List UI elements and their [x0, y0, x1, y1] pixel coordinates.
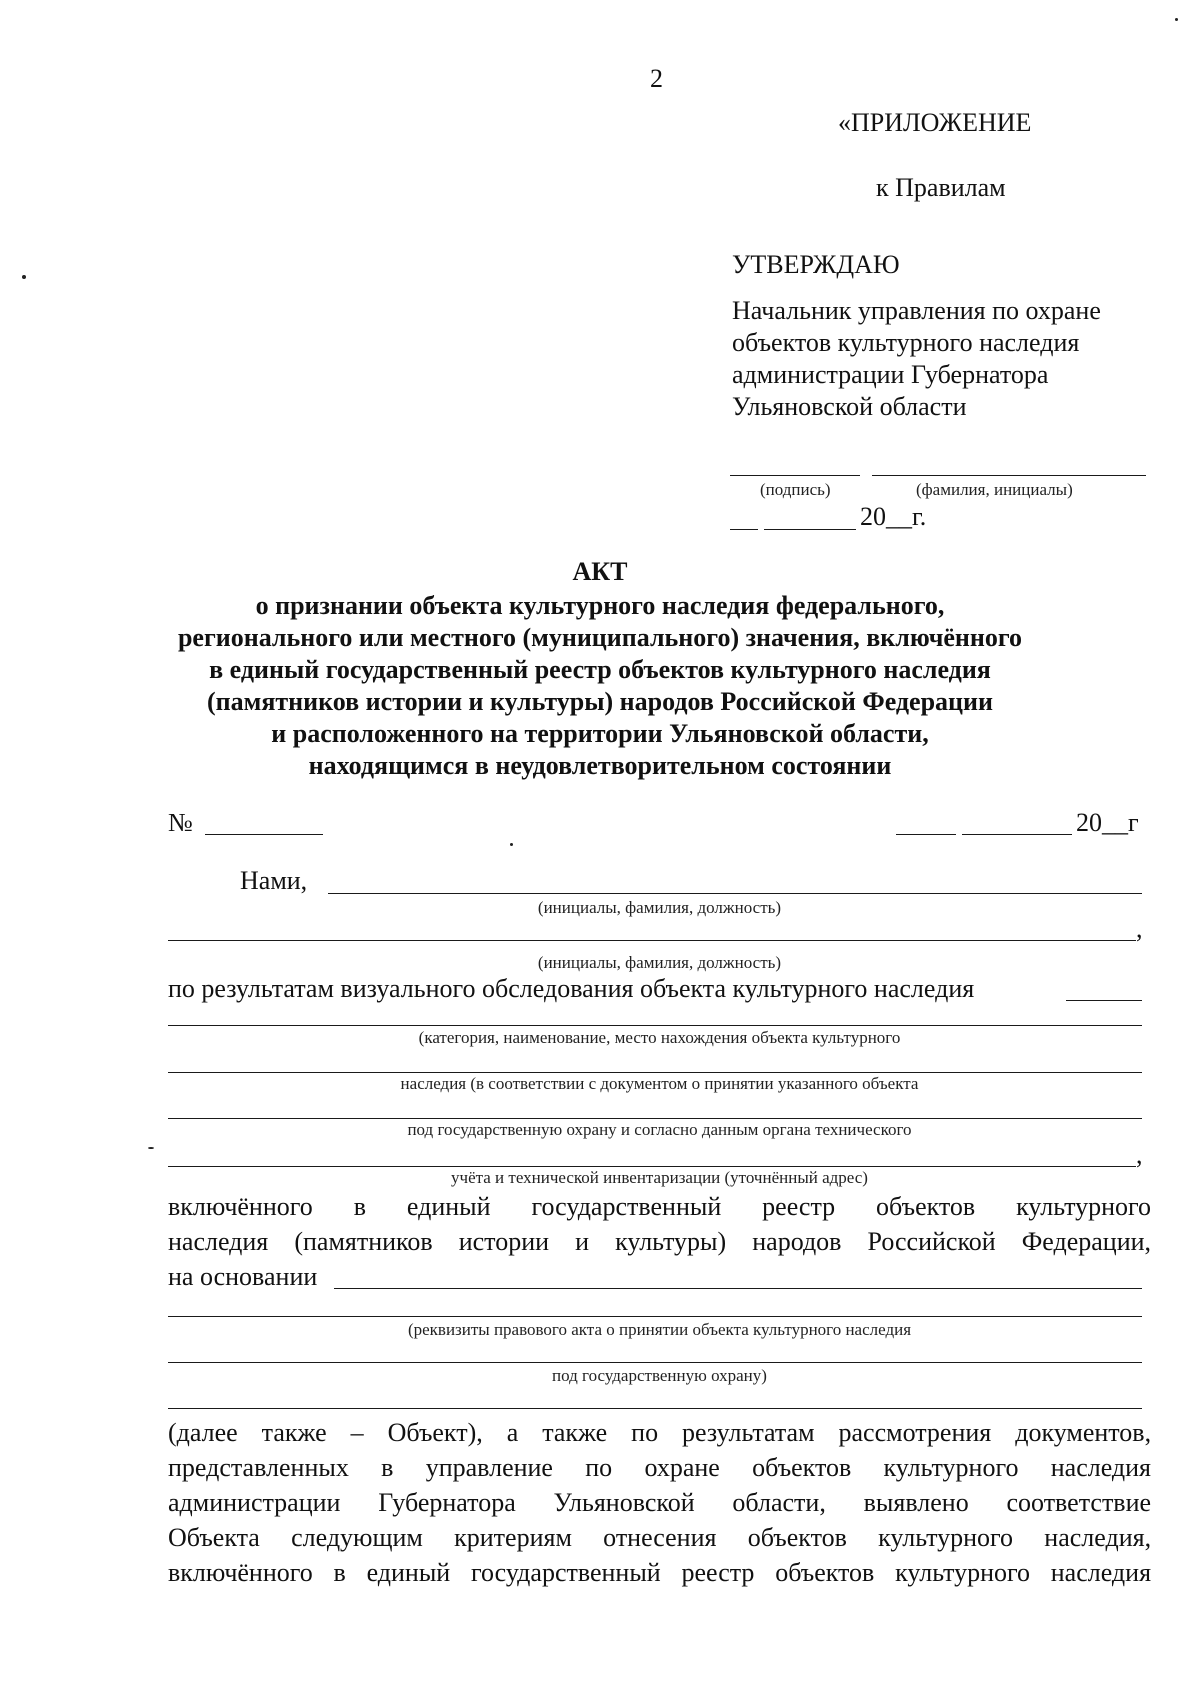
word: наследия — [1050, 1558, 1152, 1587]
word: также — [542, 1418, 608, 1447]
object-line — [1066, 1000, 1142, 1001]
word: объектов — [876, 1192, 976, 1221]
word: рассмотрения — [838, 1418, 992, 1447]
word: выявлено — [863, 1488, 969, 1517]
word: соответствие — [1006, 1488, 1152, 1517]
approval-position-line: администрации Губернатора — [732, 360, 1049, 389]
word: критериям — [454, 1523, 572, 1552]
object-caption: (категория, наименование, место нахождения объекта культурного — [418, 1028, 901, 1047]
word: отнесения — [603, 1523, 717, 1552]
scan-speck — [1175, 18, 1178, 21]
word: представленных — [168, 1453, 349, 1482]
person-1-line — [328, 893, 1142, 894]
by-us-label: Нами, — [240, 866, 308, 895]
word: области, — [732, 1488, 826, 1517]
name-caption: (фамилия, инициалы) — [916, 480, 1073, 499]
act-caption: (реквизиты правового акта о принятии объекта культурного наследия — [407, 1320, 912, 1339]
date-year: 20__г — [1076, 808, 1139, 837]
act-title-line: регионального или местного (муниципального) значения, включённого — [177, 623, 1023, 652]
act-title-line: о признании объекта культурного наследия федерального, — [255, 591, 945, 620]
survey-text: по результатам визуального обследования объекта культурного наследия — [168, 974, 975, 1003]
word: администрации — [168, 1488, 341, 1517]
person-2-line — [168, 940, 1136, 941]
word: в — [333, 1558, 346, 1587]
word: культурного — [1016, 1192, 1152, 1221]
basis-line — [334, 1288, 1142, 1289]
person-caption: (инициалы, фамилия, должность) — [537, 953, 782, 972]
object-caption: учёта и технической инвентаризации (уточнённый адрес) — [451, 1168, 868, 1187]
word: объектов — [752, 1453, 852, 1482]
word: а — [506, 1418, 519, 1447]
included-text-line — [168, 1227, 1151, 1257]
act-title-line: и расположенного на территории Ульяновской области, — [271, 719, 929, 748]
word: охране — [644, 1453, 720, 1482]
word: – — [350, 1418, 364, 1447]
act-title-line: в единый государственный реестр объектов культурного наследия — [209, 655, 991, 684]
word: в — [353, 1192, 366, 1221]
word: наследия — [1050, 1453, 1152, 1482]
word: Федерации, — [1021, 1227, 1152, 1256]
appendix-to: к Правилам — [876, 173, 1006, 202]
paragraph-line — [168, 1523, 1151, 1553]
act-title-line: находящимся в неудовлетворительном состоянии — [308, 751, 892, 780]
paragraph-line — [168, 1453, 1151, 1483]
scan-speck — [148, 1147, 154, 1149]
included-text-line — [168, 1192, 1151, 1222]
comma: , — [1136, 914, 1143, 943]
word: (памятников — [294, 1227, 433, 1256]
word: единый — [406, 1192, 491, 1221]
word: единый — [366, 1558, 451, 1587]
word: документов, — [1015, 1418, 1152, 1447]
basis-label: на основании — [168, 1262, 318, 1291]
word: истории — [458, 1227, 550, 1256]
word: реестр — [681, 1558, 755, 1587]
word: и — [575, 1227, 590, 1256]
word: результатам — [682, 1418, 815, 1447]
paragraph-line — [168, 1558, 1151, 1588]
date-day-line — [730, 529, 758, 530]
approval-position-line: объектов культурного наследия — [732, 328, 1080, 357]
word: народов — [752, 1227, 842, 1256]
word: культуры) — [615, 1227, 727, 1256]
word: культурного — [878, 1523, 1014, 1552]
word: также — [261, 1418, 327, 1447]
word: включённого — [168, 1192, 313, 1221]
word: Объект), — [387, 1418, 483, 1447]
word: Объекта — [168, 1523, 260, 1552]
word: Губернатора — [378, 1488, 516, 1517]
word: по — [585, 1453, 613, 1482]
scan-speck — [22, 275, 26, 279]
number-line — [205, 834, 323, 835]
object-caption: под государственную охрану и согласно данным органа технического — [407, 1120, 912, 1139]
word: наследия — [168, 1227, 269, 1256]
word: в — [381, 1453, 394, 1482]
object-line — [168, 1118, 1142, 1119]
object-caption: наследия (в соответствии с документом о принятии указанного объекта — [400, 1074, 919, 1093]
word: (далее — [168, 1418, 238, 1447]
signature-line — [730, 475, 860, 476]
page-number: 2 — [650, 64, 663, 93]
word: включённого — [168, 1558, 313, 1587]
word: объектов — [747, 1523, 847, 1552]
basis-line — [168, 1362, 1142, 1363]
approval-year: 20__г. — [860, 502, 927, 531]
object-line — [168, 1166, 1136, 1167]
word: государственный — [470, 1558, 661, 1587]
approval-position-line: Ульяновской области — [732, 392, 967, 421]
word: культурного — [883, 1453, 1019, 1482]
word: объектов — [775, 1558, 875, 1587]
name-line — [872, 475, 1146, 476]
comma: , — [1136, 1140, 1143, 1169]
date-day-line — [896, 834, 956, 835]
word: Российской — [867, 1227, 996, 1256]
basis-line — [168, 1408, 1142, 1409]
date-month-line — [764, 529, 856, 530]
appendix-label: «ПРИЛОЖЕНИЕ — [838, 108, 1032, 137]
word: государственный — [531, 1192, 722, 1221]
date-month-line — [962, 834, 1072, 835]
basis-line — [168, 1316, 1142, 1317]
act-caption: под государственную охрану) — [552, 1366, 767, 1385]
word: по — [631, 1418, 659, 1447]
word: реестр — [762, 1192, 836, 1221]
act-title: АКТ — [572, 557, 628, 586]
word: культурного — [895, 1558, 1031, 1587]
object-line — [168, 1072, 1142, 1073]
paragraph-line — [168, 1418, 1151, 1448]
scan-speck — [510, 843, 513, 846]
word: управление — [425, 1453, 553, 1482]
word: Ульяновской — [553, 1488, 695, 1517]
word: наследия, — [1044, 1523, 1152, 1552]
person-caption: (инициалы, фамилия, должность) — [537, 898, 782, 917]
object-line — [168, 1025, 1142, 1026]
number-label: № — [168, 808, 193, 837]
approval-position-line: Начальник управления по охране — [732, 296, 1101, 325]
paragraph-line — [168, 1488, 1151, 1518]
approval-heading: УТВЕРЖДАЮ — [732, 250, 900, 279]
act-title-line: (памятников истории и культуры) народов Российской Федерации — [207, 687, 993, 716]
word: следующим — [291, 1523, 423, 1552]
signature-caption: (подпись) — [760, 480, 831, 499]
